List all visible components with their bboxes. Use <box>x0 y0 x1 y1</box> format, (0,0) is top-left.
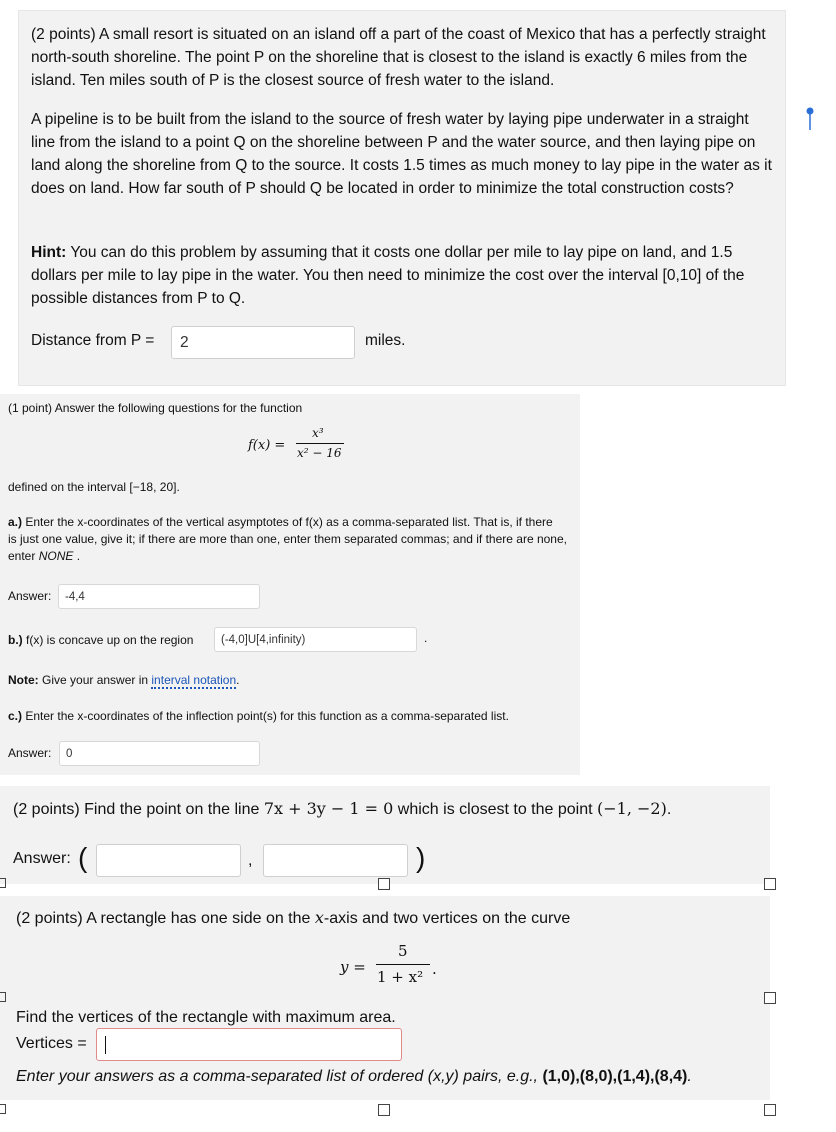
close-paren: ) <box>416 842 426 873</box>
part-b-label: b.) <box>8 633 23 647</box>
problem-4-text: (2 points) A rectangle has one side on the <box>16 910 315 927</box>
x-variable: x <box>314 908 324 927</box>
function-denominator: x² − 16 <box>297 446 342 460</box>
problem-1-panel <box>18 10 786 386</box>
problem-4-find: Find the vertices of the rectangle with maximum area. <box>16 1009 396 1026</box>
point-y-input[interactable] <box>263 844 408 877</box>
vertices-input[interactable] <box>96 1028 402 1061</box>
part-a-line-1 <box>8 514 580 531</box>
concave-up-input[interactable] <box>214 627 417 652</box>
problem-3-period: . <box>666 801 672 818</box>
part-c-label: c.) <box>8 709 23 723</box>
problem-3-answer-label: Answer: <box>13 850 71 867</box>
problem-4-panel <box>0 896 770 1100</box>
function-lhs: f(x) = <box>248 438 286 453</box>
equation-period: . <box>432 960 437 978</box>
problem-3-text-2: which is closest to the point <box>393 801 597 818</box>
text-caret <box>105 1036 106 1054</box>
left-edge-marker <box>0 992 6 1002</box>
function-numerator: x³ <box>312 426 324 440</box>
given-point: (−1, −2) <box>597 799 667 818</box>
problem-1-hint <box>31 241 777 310</box>
note-body: Give your answer in <box>38 673 152 687</box>
interval-text: defined on the interval [−18, 20]. <box>8 480 180 494</box>
part-c-answer-label: Answer: <box>8 746 52 760</box>
none-keyword: NONE <box>38 549 74 563</box>
problem-2-intro: (1 point) Answer the following questions for the function <box>8 401 303 415</box>
equation-fraction-bar <box>376 964 430 965</box>
problem-4-instructions <box>16 1066 692 1088</box>
curve-equation <box>340 942 440 992</box>
resize-handle[interactable] <box>378 878 390 890</box>
line-equation: 7x + 3y − 1 = 0 <box>263 799 394 818</box>
part-c-text <box>8 708 580 725</box>
vertices-label: Vertices = <box>16 1035 87 1052</box>
coordinate-comma: , <box>248 852 253 869</box>
asymptotes-input[interactable] <box>58 584 260 609</box>
left-edge-marker <box>0 878 6 888</box>
problem-1-paragraph-1: (2 points) A small resort is situated on an island off a part of the coast of Mexico that has a perfectly straight north-south shoreline. The point P on the shoreline that is closest to the island is exactly 6 miles from the island. Ten miles south of P is the closest source of fresh water to the island. <box>31 26 766 89</box>
pin-icon[interactable] <box>803 106 817 132</box>
problem-3-question <box>13 798 671 821</box>
problem-2-panel <box>0 394 580 775</box>
problem-3-panel <box>0 786 770 884</box>
hint-label: Hint: <box>31 244 67 261</box>
resize-handle[interactable] <box>764 992 776 1004</box>
part-a-line-2: is just one value, give it; if there are more than one, enter them separated commas; and if there are none, <box>8 532 567 546</box>
part-a-text-4: . <box>73 549 81 563</box>
instructions-text: Enter your answers as a comma-separated list of ordered (x,y) pairs, e.g., <box>16 1068 543 1085</box>
point-x-input[interactable] <box>96 844 241 877</box>
open-paren: ( <box>78 842 88 873</box>
inflection-points-input[interactable] <box>59 741 260 766</box>
note-label: Note: <box>8 673 39 687</box>
note-end: . <box>236 673 240 687</box>
left-edge-marker <box>0 1104 6 1114</box>
part-a-text: Enter the x-coordinates of the vertical asymptotes of f(x) as a comma-separated list. That is, if there <box>22 515 553 529</box>
problem-4-text-2: -axis and two vertices on the curve <box>323 910 571 927</box>
problem-3-text: (2 points) Find the point on the line <box>13 801 264 818</box>
interval-notation-link[interactable]: interval notation <box>151 673 237 687</box>
problem-1-paragraph-2: A pipeline is to be built from the island to the source of fresh water by laying pipe underwater in a straight line from the island to a point Q on the shoreline between P and the water source, and then laying pipe on land along the shoreline from Q to the source. It costs 1.5 times as much money to lay pipe in the water as it does on land. How far south of P should Q be located in order to minimize the total construction costs? <box>31 111 772 197</box>
equation-denominator: 1 + x² <box>377 968 424 986</box>
distance-label: Distance from P = <box>31 332 155 349</box>
part-b-period: . <box>424 631 428 645</box>
equation-lhs: y = <box>340 958 366 976</box>
part-a-text-3: enter <box>8 549 39 563</box>
part-a-line-3 <box>8 548 580 565</box>
problem-4-question <box>16 907 570 930</box>
function-definition <box>248 426 358 466</box>
resize-handle[interactable] <box>378 1104 390 1116</box>
equation-numerator: 5 <box>398 942 408 960</box>
distance-input[interactable] <box>171 326 355 359</box>
fraction-bar <box>296 443 344 444</box>
hint-text: You can do this problem by assuming that it costs one dollar per mile to lay pipe on land, and 1.5 dollars per mile to lay pipe in the water. You then need to minimize the cost over the interval [0,10] of the possible distances from P to Q. <box>31 244 745 307</box>
part-c-description: Enter the x-coordinates of the inflection point(s) for this function as a comma-separated list. <box>22 709 509 723</box>
miles-label: miles. <box>365 332 406 349</box>
part-a-answer-label: Answer: <box>8 589 52 603</box>
part-b-description: f(x) is concave up on the region <box>22 633 194 647</box>
instructions-end: . <box>687 1068 692 1085</box>
part-a-label: a.) <box>8 515 23 529</box>
note-text <box>8 672 580 689</box>
resize-handle[interactable] <box>764 878 776 890</box>
resize-handle[interactable] <box>764 1104 776 1116</box>
instructions-example: (1,0),(8,0),(1,4),(8,4) <box>542 1068 688 1085</box>
